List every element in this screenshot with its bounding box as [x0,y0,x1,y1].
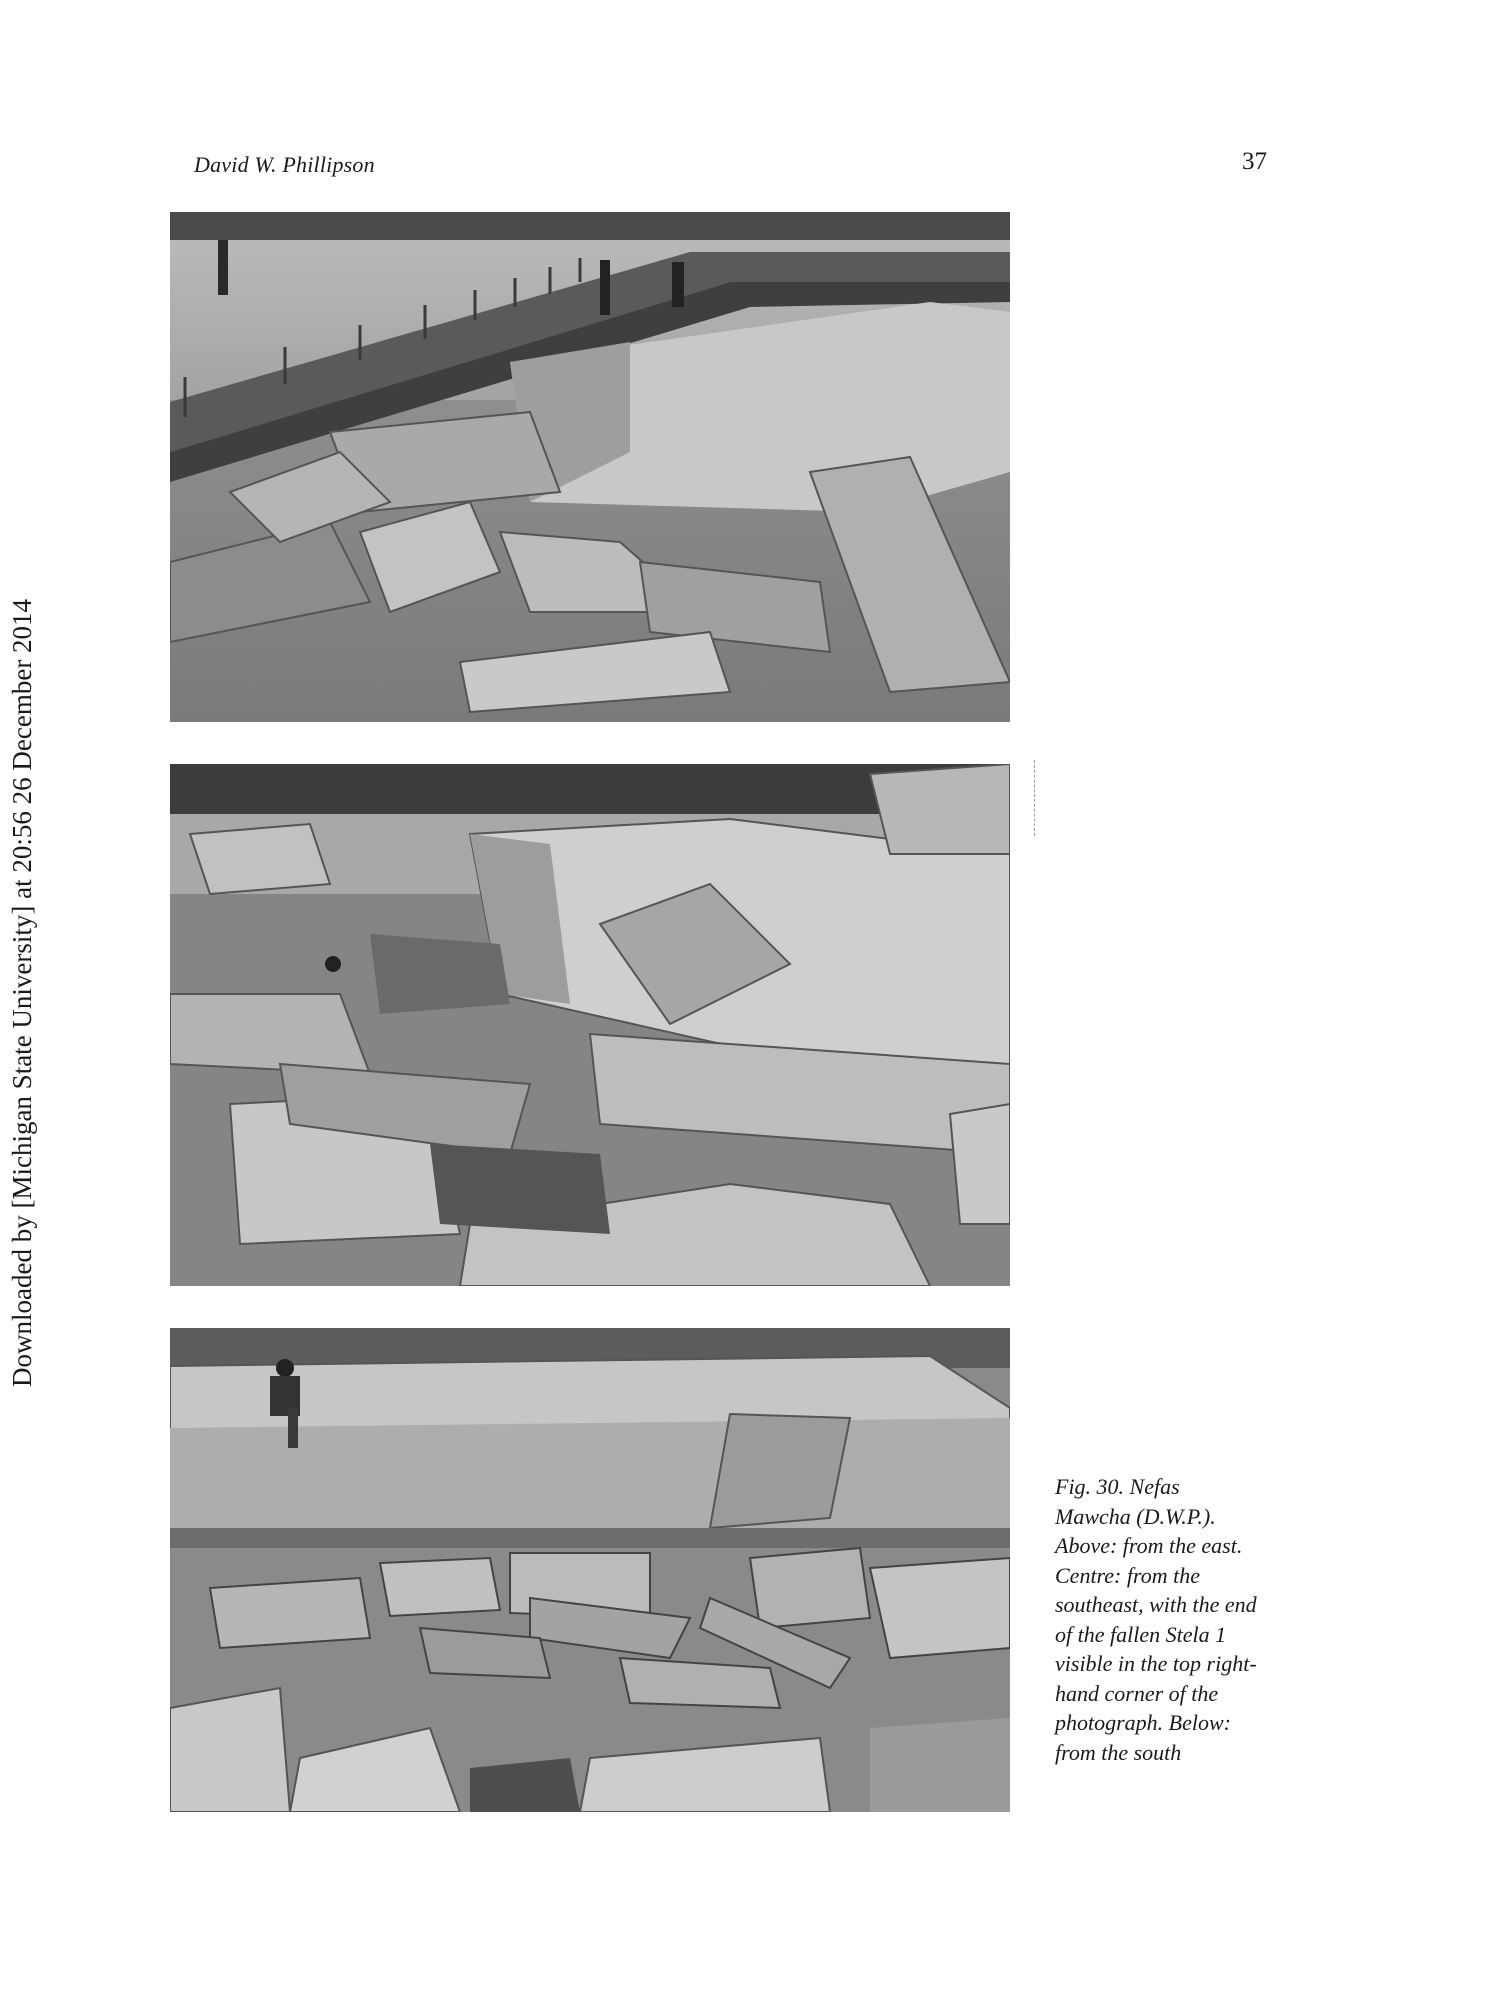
photo-from-south-image [170,1328,1010,1812]
caption-line: photograph. Below: [1055,1710,1231,1735]
photo-from-south [170,1328,1010,1812]
caption-line: Centre: from the [1055,1562,1201,1588]
caption-line: visible in the top right- [1055,1651,1257,1676]
crop-marks [1034,760,1037,836]
caption-line: southeast, with the end [1055,1592,1257,1617]
caption-line: Mawcha (D.W.P.). [1055,1503,1216,1529]
figure-caption [1055,1472,1295,1767]
photo-from-east-image [170,212,1010,722]
photo-from-southeast [170,764,1010,1286]
caption-line: hand corner of the [1055,1680,1219,1706]
page-number: 37 [1242,148,1267,175]
caption-line: Fig. 30. Nefas [1055,1474,1180,1499]
photo-from-east [170,212,1010,722]
download-stamp: Downloaded by [Michigan State University] at 20:56 26 December 2014 [7,598,37,1387]
caption-line: Above: from the east. [1055,1533,1243,1558]
running-head-author: David W. Phillipson [194,152,375,177]
caption-line: from the south [1055,1739,1182,1765]
caption-line: of the fallen Stela 1 [1055,1621,1227,1647]
photo-from-southeast-image [170,764,1010,1286]
